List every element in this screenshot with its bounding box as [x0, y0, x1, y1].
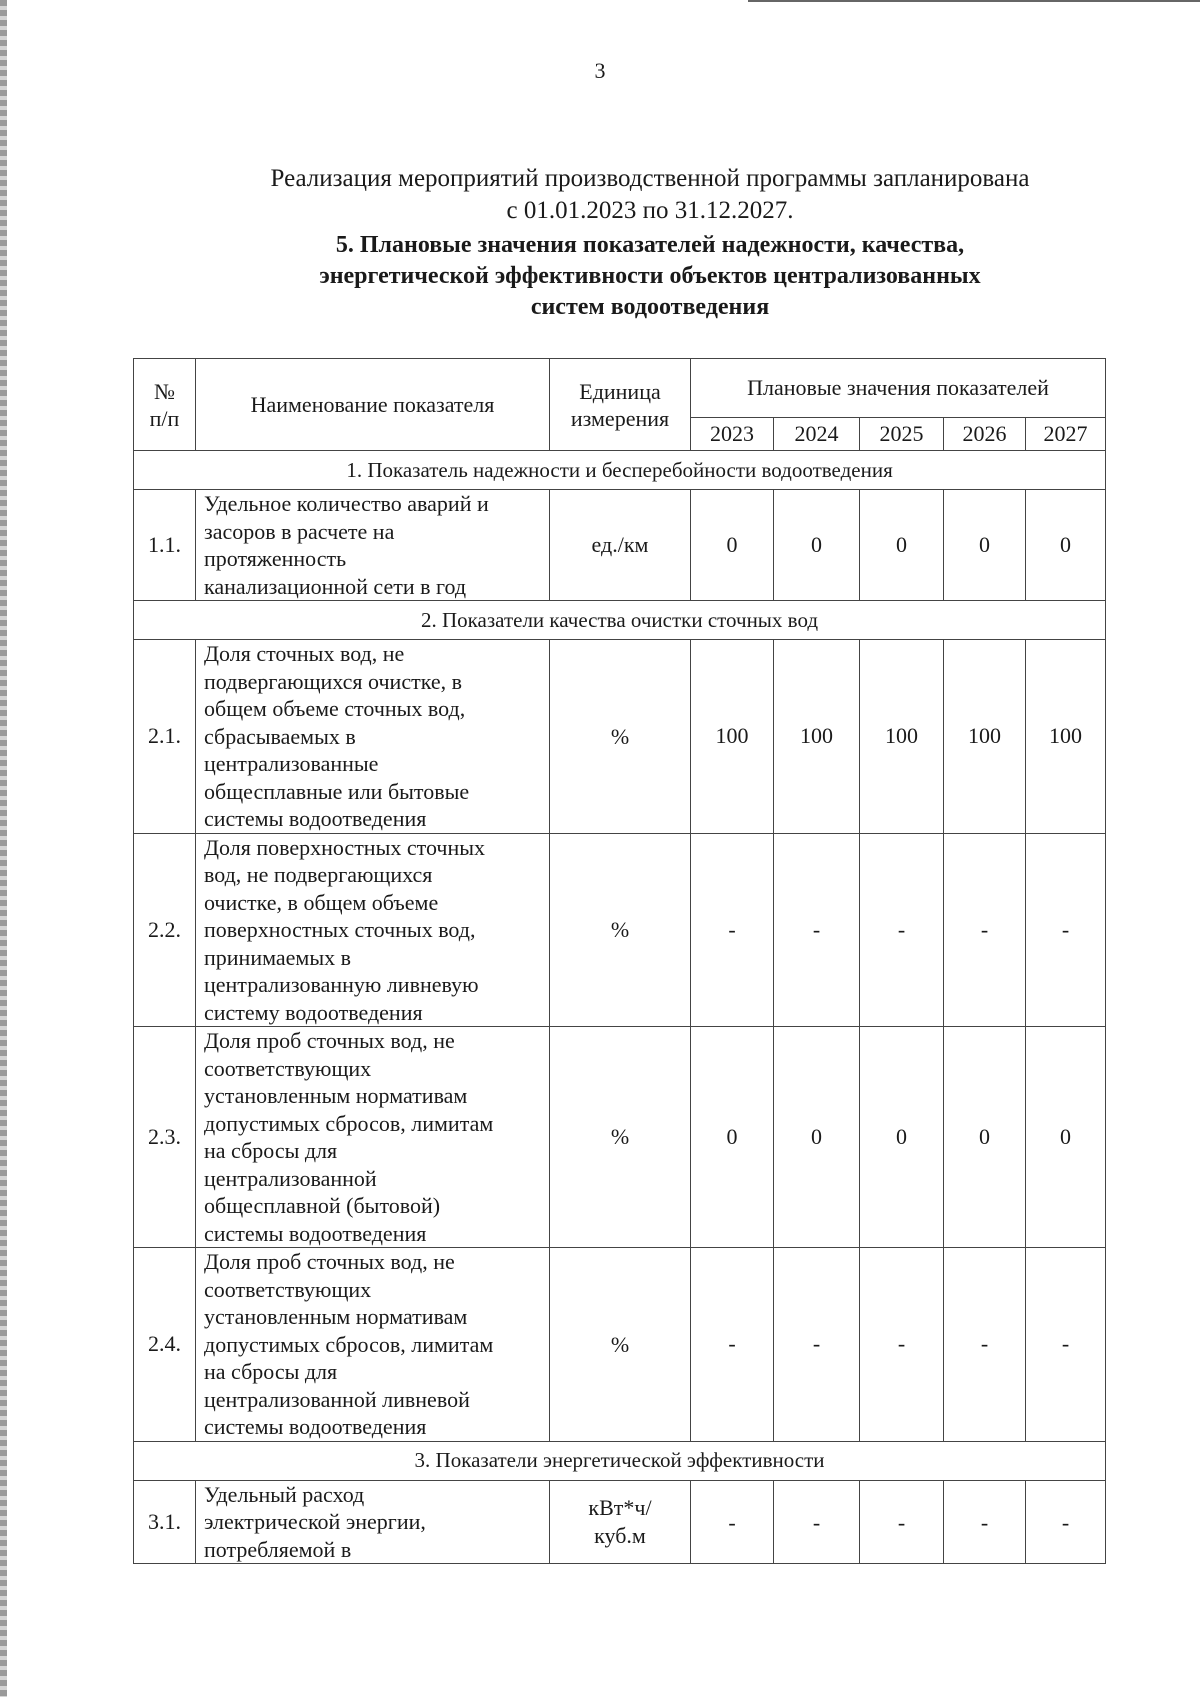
- planned-value: 0: [774, 490, 860, 601]
- table-row: [134, 833, 1106, 1027]
- unit: [550, 490, 691, 601]
- row-number: 2.4.: [134, 1248, 196, 1442]
- indicator-name-line: очистке, в общем объеме: [204, 889, 439, 915]
- planned-value: -: [860, 1480, 944, 1564]
- header-year: 2026: [944, 418, 1026, 451]
- header-year: 2024: [774, 418, 860, 451]
- planned-value: 0: [944, 1027, 1026, 1248]
- header-unit-line-1: Единица: [579, 378, 661, 404]
- planned-value: 0: [860, 490, 944, 601]
- planned-value: -: [691, 1248, 774, 1442]
- indicator-name-line: электрической энергии,: [204, 1509, 426, 1534]
- planned-value: -: [944, 1480, 1026, 1564]
- planned-value: 0: [944, 490, 1026, 601]
- indicator-name-line: Доля сточных вод, не: [204, 641, 405, 666]
- row-number: 2.2.: [134, 833, 196, 1027]
- unit-line: %: [610, 1331, 630, 1357]
- indicator-name-line: допустимых сбросов, лимитам: [204, 1110, 494, 1136]
- indicator-name-line: вод, не подвергающихся: [204, 862, 433, 887]
- header-planned: Плановые значения показателей: [691, 359, 1106, 418]
- indicator-name-line: установленным нормативам: [204, 1304, 468, 1329]
- intro-text: [200, 163, 1100, 227]
- indicator-name-line: Удельный расход: [204, 1481, 365, 1507]
- indicator-name-line: централизованные: [204, 751, 379, 776]
- indicator-name: [196, 1027, 550, 1248]
- scan-top-line: [748, 0, 1200, 2]
- row-number: 2.3.: [134, 1027, 196, 1248]
- planned-value: -: [774, 1248, 860, 1442]
- table-row: [134, 640, 1106, 834]
- planned-value: -: [860, 833, 944, 1027]
- indicator-name-line: общем объеме сточных вод,: [204, 696, 466, 721]
- row-number: 1.1.: [134, 490, 196, 601]
- indicator-name-line: протяженность: [204, 546, 347, 571]
- indicator-name: [196, 1248, 550, 1442]
- unit: [550, 1480, 691, 1564]
- indicator-name-line: Доля проб сточных вод, не: [204, 1028, 455, 1053]
- indicator-name-line: системы водоотведения: [204, 1220, 427, 1246]
- header-name: Наименование показателя: [196, 359, 550, 451]
- table-row: [134, 1027, 1106, 1248]
- planned-value: -: [691, 1480, 774, 1564]
- indicator-name-line: сбрасываемых в: [204, 723, 356, 749]
- unit-line: %: [610, 917, 630, 942]
- section-row: [134, 1441, 1106, 1480]
- section-title: 1. Показатель надежности и бесперебойности водоотведения: [134, 451, 1106, 490]
- indicator-name-line: подвергающихся очистке, в: [204, 668, 462, 694]
- indicator-name-line: поверхностных сточных вод,: [204, 917, 476, 942]
- indicator-name-line: централизованной ливневой: [204, 1386, 470, 1412]
- planned-value: 100: [774, 640, 860, 834]
- indicator-name-line: общесплавной (бытовой): [204, 1193, 441, 1218]
- indicator-name-line: принимаемых в: [204, 944, 351, 970]
- indicator-name: [196, 490, 550, 601]
- heading-line-2: энергетической эффективности объектов централизованных: [319, 263, 981, 289]
- planned-value: 100: [860, 640, 944, 834]
- planned-value: 100: [944, 640, 1026, 834]
- indicator-name-line: потребляемой в: [204, 1536, 352, 1562]
- planned-value: -: [1026, 1248, 1106, 1442]
- planned-value: 100: [1026, 640, 1106, 834]
- indicator-name-line: общесплавные или бытовые: [204, 778, 470, 804]
- header-unit-line-2: измерения: [570, 405, 670, 431]
- unit: [550, 1248, 691, 1442]
- unit-line: кВт*ч/: [588, 1495, 652, 1521]
- indicator-name-line: канализационной сети в год: [204, 573, 467, 599]
- header-year: 2023: [691, 418, 774, 451]
- indicator-name-line: системы водоотведения: [204, 1414, 427, 1439]
- unit: [550, 833, 691, 1027]
- header-num: [134, 359, 196, 451]
- planned-value: -: [944, 1248, 1026, 1442]
- planned-value: -: [860, 1248, 944, 1442]
- planned-value: -: [1026, 1480, 1106, 1564]
- row-number: 3.1.: [134, 1480, 196, 1564]
- row-number: 2.1.: [134, 640, 196, 834]
- planned-value: -: [1026, 833, 1106, 1027]
- indicator-name-line: на сбросы для: [204, 1138, 338, 1163]
- indicator-name-line: системы водоотведения: [204, 806, 427, 831]
- header-num-line-2: п/п: [149, 405, 180, 431]
- indicator-name-line: централизованную ливневую: [204, 972, 479, 997]
- planned-value: 0: [1026, 1027, 1106, 1248]
- indicator-name-line: систему водоотведения: [204, 999, 423, 1025]
- section-title: 3. Показатели энергетической эффективности: [134, 1441, 1106, 1480]
- indicator-name: [196, 640, 550, 834]
- indicator-name-line: соответствующих: [204, 1276, 372, 1302]
- planned-value: 0: [860, 1027, 944, 1248]
- planned-value: -: [691, 833, 774, 1027]
- indicator-name-line: Доля проб сточных вод, не: [204, 1249, 455, 1274]
- planned-value: -: [774, 1480, 860, 1564]
- heading-line-1: 5. Плановые значения показателей надежности, качества,: [335, 232, 965, 258]
- indicator-name-line: централизованной: [204, 1165, 377, 1191]
- planned-value: 0: [691, 1027, 774, 1248]
- table-body: [134, 451, 1106, 1564]
- table-row: [134, 1248, 1106, 1442]
- section-row: [134, 451, 1106, 490]
- header-year: 2025: [860, 418, 944, 451]
- planned-value: -: [944, 833, 1026, 1027]
- unit-line: %: [610, 1124, 630, 1150]
- heading-line-3: систем водоотведения: [530, 294, 770, 320]
- table-row: [134, 1480, 1106, 1564]
- planned-value: -: [774, 833, 860, 1027]
- indicator-name-line: допустимых сбросов, лимитам: [204, 1331, 494, 1357]
- unit-line: %: [610, 723, 630, 749]
- indicator-name: [196, 833, 550, 1027]
- indicator-name-line: Доля поверхностных сточных: [204, 834, 486, 860]
- indicator-name-line: установленным нормативам: [204, 1083, 468, 1108]
- indicator-name-line: Удельное количество аварий и: [204, 491, 489, 516]
- indicators-table: [133, 358, 1106, 1564]
- section-row: [134, 601, 1106, 640]
- section-title: 2. Показатели качества очистки сточных вод: [134, 601, 1106, 640]
- header-unit: [550, 359, 691, 451]
- indicator-name-line: на сбросы для: [204, 1359, 338, 1384]
- planned-value: 0: [774, 1027, 860, 1248]
- section-heading: [200, 230, 1100, 323]
- planned-value: 0: [1026, 490, 1106, 601]
- indicator-name-line: соответствующих: [204, 1055, 372, 1081]
- planned-value: 100: [691, 640, 774, 834]
- page-number: 3: [594, 58, 606, 83]
- unit: [550, 1027, 691, 1248]
- intro-line-1: Реализация мероприятий производственной программы запланирована: [270, 165, 1030, 192]
- header-num-line-1: №: [154, 378, 175, 404]
- indicator-name: [196, 1480, 550, 1564]
- header-year: 2027: [1026, 418, 1106, 451]
- unit-line: куб.м: [594, 1522, 646, 1548]
- intro-line-2: с 01.01.2023 по 31.12.2027.: [506, 197, 794, 224]
- planned-value: 0: [691, 490, 774, 601]
- scan-edge: [0, 0, 7, 1697]
- indicator-name-line: засоров в расчете на: [204, 518, 395, 544]
- table-row: [134, 490, 1106, 601]
- unit: [550, 640, 691, 834]
- unit-line: ед./км: [591, 532, 649, 558]
